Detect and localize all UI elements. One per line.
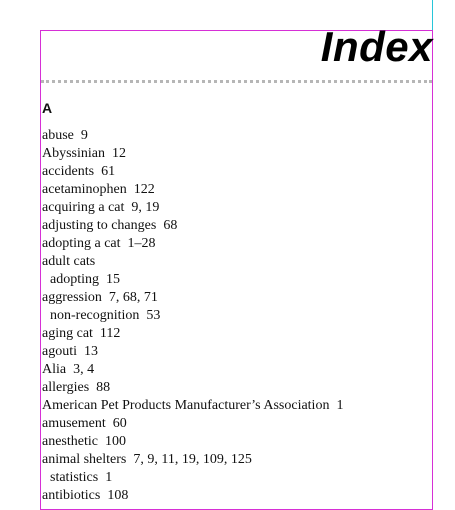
index-entry bbox=[42, 253, 343, 271]
index-page-numbers: 112 bbox=[99, 326, 121, 341]
index-term: American Pet Products Manufacturer’s Association bbox=[42, 398, 330, 413]
page-title: Index bbox=[320, 23, 433, 70]
index-entry bbox=[42, 199, 343, 217]
index-term: adult cats bbox=[42, 254, 96, 269]
index-term: adopting a cat bbox=[42, 236, 121, 251]
index-entry bbox=[42, 397, 343, 415]
index-page-numbers: 7, 9, 11, 19, 109, 125 bbox=[133, 452, 252, 467]
index-term: acetaminophen bbox=[42, 182, 127, 197]
section-letter: A bbox=[42, 100, 53, 116]
index-term: accidents bbox=[42, 164, 95, 179]
index-term: Abyssinian bbox=[42, 146, 105, 161]
index-entry bbox=[42, 487, 343, 505]
index-page-numbers: 1 bbox=[336, 398, 344, 413]
index-page-numbers: 9 bbox=[80, 128, 88, 143]
index-entry bbox=[42, 415, 343, 433]
index-term: antibiotics bbox=[42, 488, 101, 503]
index-entry bbox=[42, 289, 343, 307]
index-page-numbers: 1–28 bbox=[127, 236, 156, 251]
index-page-numbers: 88 bbox=[96, 380, 111, 395]
index-page-numbers: 7, 68, 71 bbox=[108, 290, 158, 305]
index-term: amusement bbox=[42, 416, 106, 431]
index-subentry bbox=[42, 469, 343, 487]
index-entry bbox=[42, 325, 343, 343]
index-page-numbers: 61 bbox=[101, 164, 116, 179]
index-term: statistics bbox=[50, 470, 99, 485]
index-entry bbox=[42, 217, 343, 235]
index-page-numbers: 12 bbox=[112, 146, 126, 161]
index-entry bbox=[42, 181, 343, 199]
index-subentry bbox=[42, 271, 343, 289]
index-page-numbers: 9, 19 bbox=[131, 200, 160, 215]
index-term: acquiring a cat bbox=[42, 200, 125, 215]
index-entry-list bbox=[42, 127, 343, 505]
index-term: non-recognition bbox=[50, 308, 140, 323]
index-term: adjusting to changes bbox=[42, 218, 157, 233]
index-term: animal shelters bbox=[42, 452, 127, 467]
index-entry bbox=[42, 145, 343, 163]
index-entry bbox=[42, 235, 343, 253]
index-page-numbers: 3, 4 bbox=[73, 362, 95, 377]
index-entry bbox=[42, 163, 343, 181]
index-page-numbers: 60 bbox=[112, 416, 127, 431]
index-page-numbers: 68 bbox=[163, 218, 178, 233]
index-entry bbox=[42, 379, 343, 397]
index-term: Alia bbox=[42, 362, 67, 377]
index-entry bbox=[42, 451, 343, 469]
index-term: adopting bbox=[50, 272, 99, 287]
index-page-numbers: 15 bbox=[106, 272, 120, 287]
index-term: abuse bbox=[42, 128, 74, 143]
index-page-numbers: 100 bbox=[104, 434, 126, 449]
index-subentry bbox=[42, 307, 343, 325]
index-page-numbers: 108 bbox=[107, 488, 129, 503]
index-term: aging cat bbox=[42, 326, 93, 341]
index-term: anesthetic bbox=[42, 434, 98, 449]
index-page-numbers: 1 bbox=[105, 470, 113, 485]
index-entry bbox=[42, 343, 343, 361]
dotted-divider bbox=[41, 80, 432, 83]
index-term: agouti bbox=[42, 344, 77, 359]
index-term: aggression bbox=[42, 290, 102, 305]
index-entry bbox=[42, 433, 343, 451]
index-page-numbers: 13 bbox=[84, 344, 98, 359]
index-entry bbox=[42, 361, 343, 379]
index-page-numbers: 122 bbox=[133, 182, 155, 197]
index-entry bbox=[42, 127, 343, 145]
index-term: allergies bbox=[42, 380, 90, 395]
index-page-numbers: 53 bbox=[146, 308, 161, 323]
